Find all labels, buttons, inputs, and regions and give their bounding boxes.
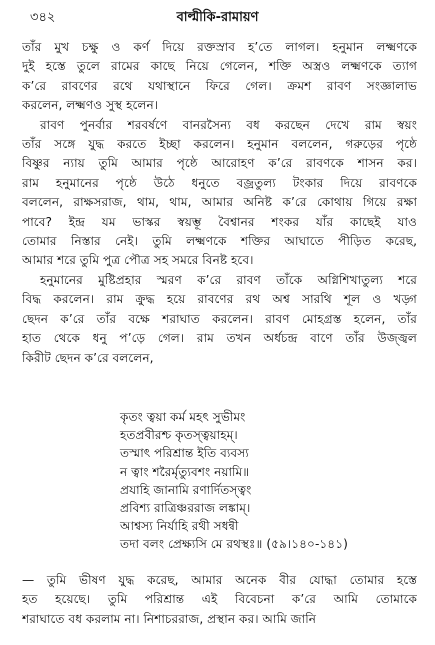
sanskrit-verse bbox=[120, 408, 420, 554]
paragraph bbox=[22, 116, 417, 271]
text-line: হাত থেকে ধনু প’ড়ে গেল। রাম তখন অর্ধচন্দ্র বাণে তাঁর উজ্জ্বল bbox=[22, 331, 417, 346]
trailing-paragraph bbox=[22, 571, 417, 629]
verse-line: প্রবিশ্য রাত্রিঞ্চররাজ লঙ্কাম্। bbox=[120, 501, 251, 516]
verse-line: হতপ্রবীরশ্চ কৃতস্ত্বয়াহম্। bbox=[120, 428, 238, 443]
text-line: ছেদন ক’রে তাঁর বক্ষে শরাঘাত করলেন। রাবণ মোহগ্রস্ত হলেন, তাঁর bbox=[22, 311, 417, 326]
text-line: শরাঘাতে বধ করলাম না। নিশাচররাজ, প্রস্থান কর। আমি জানি bbox=[22, 611, 316, 626]
text-line: তাঁর সঙ্গে যুদ্ধ করতে ইচ্ছা করলেন। হনুমান বললেন, গরুড়ের পৃষ্ঠে bbox=[22, 137, 417, 152]
verse-line: প্রযাহি জানামি রণার্দিতস্ত্বং bbox=[120, 482, 252, 497]
verse-line: তদা বলং প্রেক্ষ্যসি মে রথস্থঃ॥ (৫৯।১৪০-১৪১) bbox=[120, 537, 348, 552]
text-line: হত হয়েছে। তুমি পরিশ্রান্ত এই বিবেচনা ক’রে আমি তোমাকে bbox=[22, 592, 417, 607]
page-header bbox=[0, 8, 435, 26]
text-line: পাবে? ইন্দ্র যম ভাস্কর স্বয়ম্ভূ বৈশ্বানর শংকর যাঁর কাছেই যাও bbox=[22, 214, 417, 229]
page-number: ৩৪২ bbox=[30, 10, 56, 25]
text-line: রাবণ পুনর্বার শরবর্ষণে বানরসৈন্য বধ করছেন দেখে রাম স্বয়ং bbox=[40, 117, 417, 132]
text-line: বললেন, রাক্ষসরাজ, থাম, থাম, আমার অনিষ্ট ক’রে কোথায় গিয়ে রক্ষা bbox=[22, 195, 417, 210]
body-text bbox=[22, 38, 417, 368]
text-line: কিরীট ছেদন ক’রে বললেন, bbox=[22, 350, 154, 365]
verse-line: তস্মাৎ পরিশ্রান্ত ইতি ব্যবস্য bbox=[120, 446, 249, 461]
text-line: দুই হস্তে তুলে রামের কাছে নিয়ে গেলেন, শক্তি অস্ত্রও লক্ষ্মণকে ত্যাগ bbox=[22, 59, 417, 74]
text-line: তোমার নিস্তার নেই। তুমি লক্ষ্মণকে শক্তির আঘাতে পীড়িত করেছ, bbox=[22, 234, 417, 249]
text-line: আমার শরে তুমি পুত্র পৌত্র সহ সমরে বিনষ্ট হবে। bbox=[22, 253, 254, 268]
text-line: বিষ্ণুর ন্যায় তুমি আমার পৃষ্ঠে আরোহণ ক’রে রাবণকে শাসন কর। bbox=[22, 156, 417, 171]
verse-line: ন ত্বাং শরৈর্মৃত্যুবশং নয়ামি॥ bbox=[120, 464, 250, 479]
running-title: বাল্মীকি-রামায়ণ bbox=[176, 10, 259, 25]
text-line: হনুমানের মুষ্টিপ্রহার স্মরণ ক’রে রাবণ তাঁকে অগ্নিশিখাতুল্য শরে bbox=[40, 272, 417, 287]
text-line: ক’রে রাবণের রথে যথাস্থানে ফিরে গেল। ক্রমশ রাবণ সংজ্ঞালাভ bbox=[22, 78, 417, 93]
text-line: রাম হনুমানের পৃষ্ঠে উঠে ধনুতে বজ্রতুল্য টংকার দিয়ে রাবণকে bbox=[22, 175, 417, 190]
verse-line: আশ্বস্য নির্যাহি রথী সধন্বী bbox=[120, 519, 239, 534]
text-line: বিদ্ধ করলেন। রাম ক্রুদ্ধ হয়ে রাবণের রথ অশ্ব সারথি শূল ও খড়্গ bbox=[22, 292, 417, 307]
paragraph bbox=[22, 271, 417, 368]
verse-line: কৃতং ত্বয়া কর্ম মহৎ সুভীমং bbox=[120, 410, 246, 424]
text-line: করলেন, লক্ষ্মণও সুস্থ হলেন। bbox=[22, 98, 159, 113]
text-line: তাঁর মুখ চক্ষু ও কর্ণ দিয়ে রক্তস্রাব হ’তে লাগল। হনুমান লক্ষ্মণকে bbox=[22, 40, 417, 54]
paragraph bbox=[22, 38, 417, 116]
text-line: — তুমি ভীষণ যুদ্ধ করেছ, আমার অনেক বীর যোদ্ধা তোমার হস্তে bbox=[22, 573, 417, 587]
